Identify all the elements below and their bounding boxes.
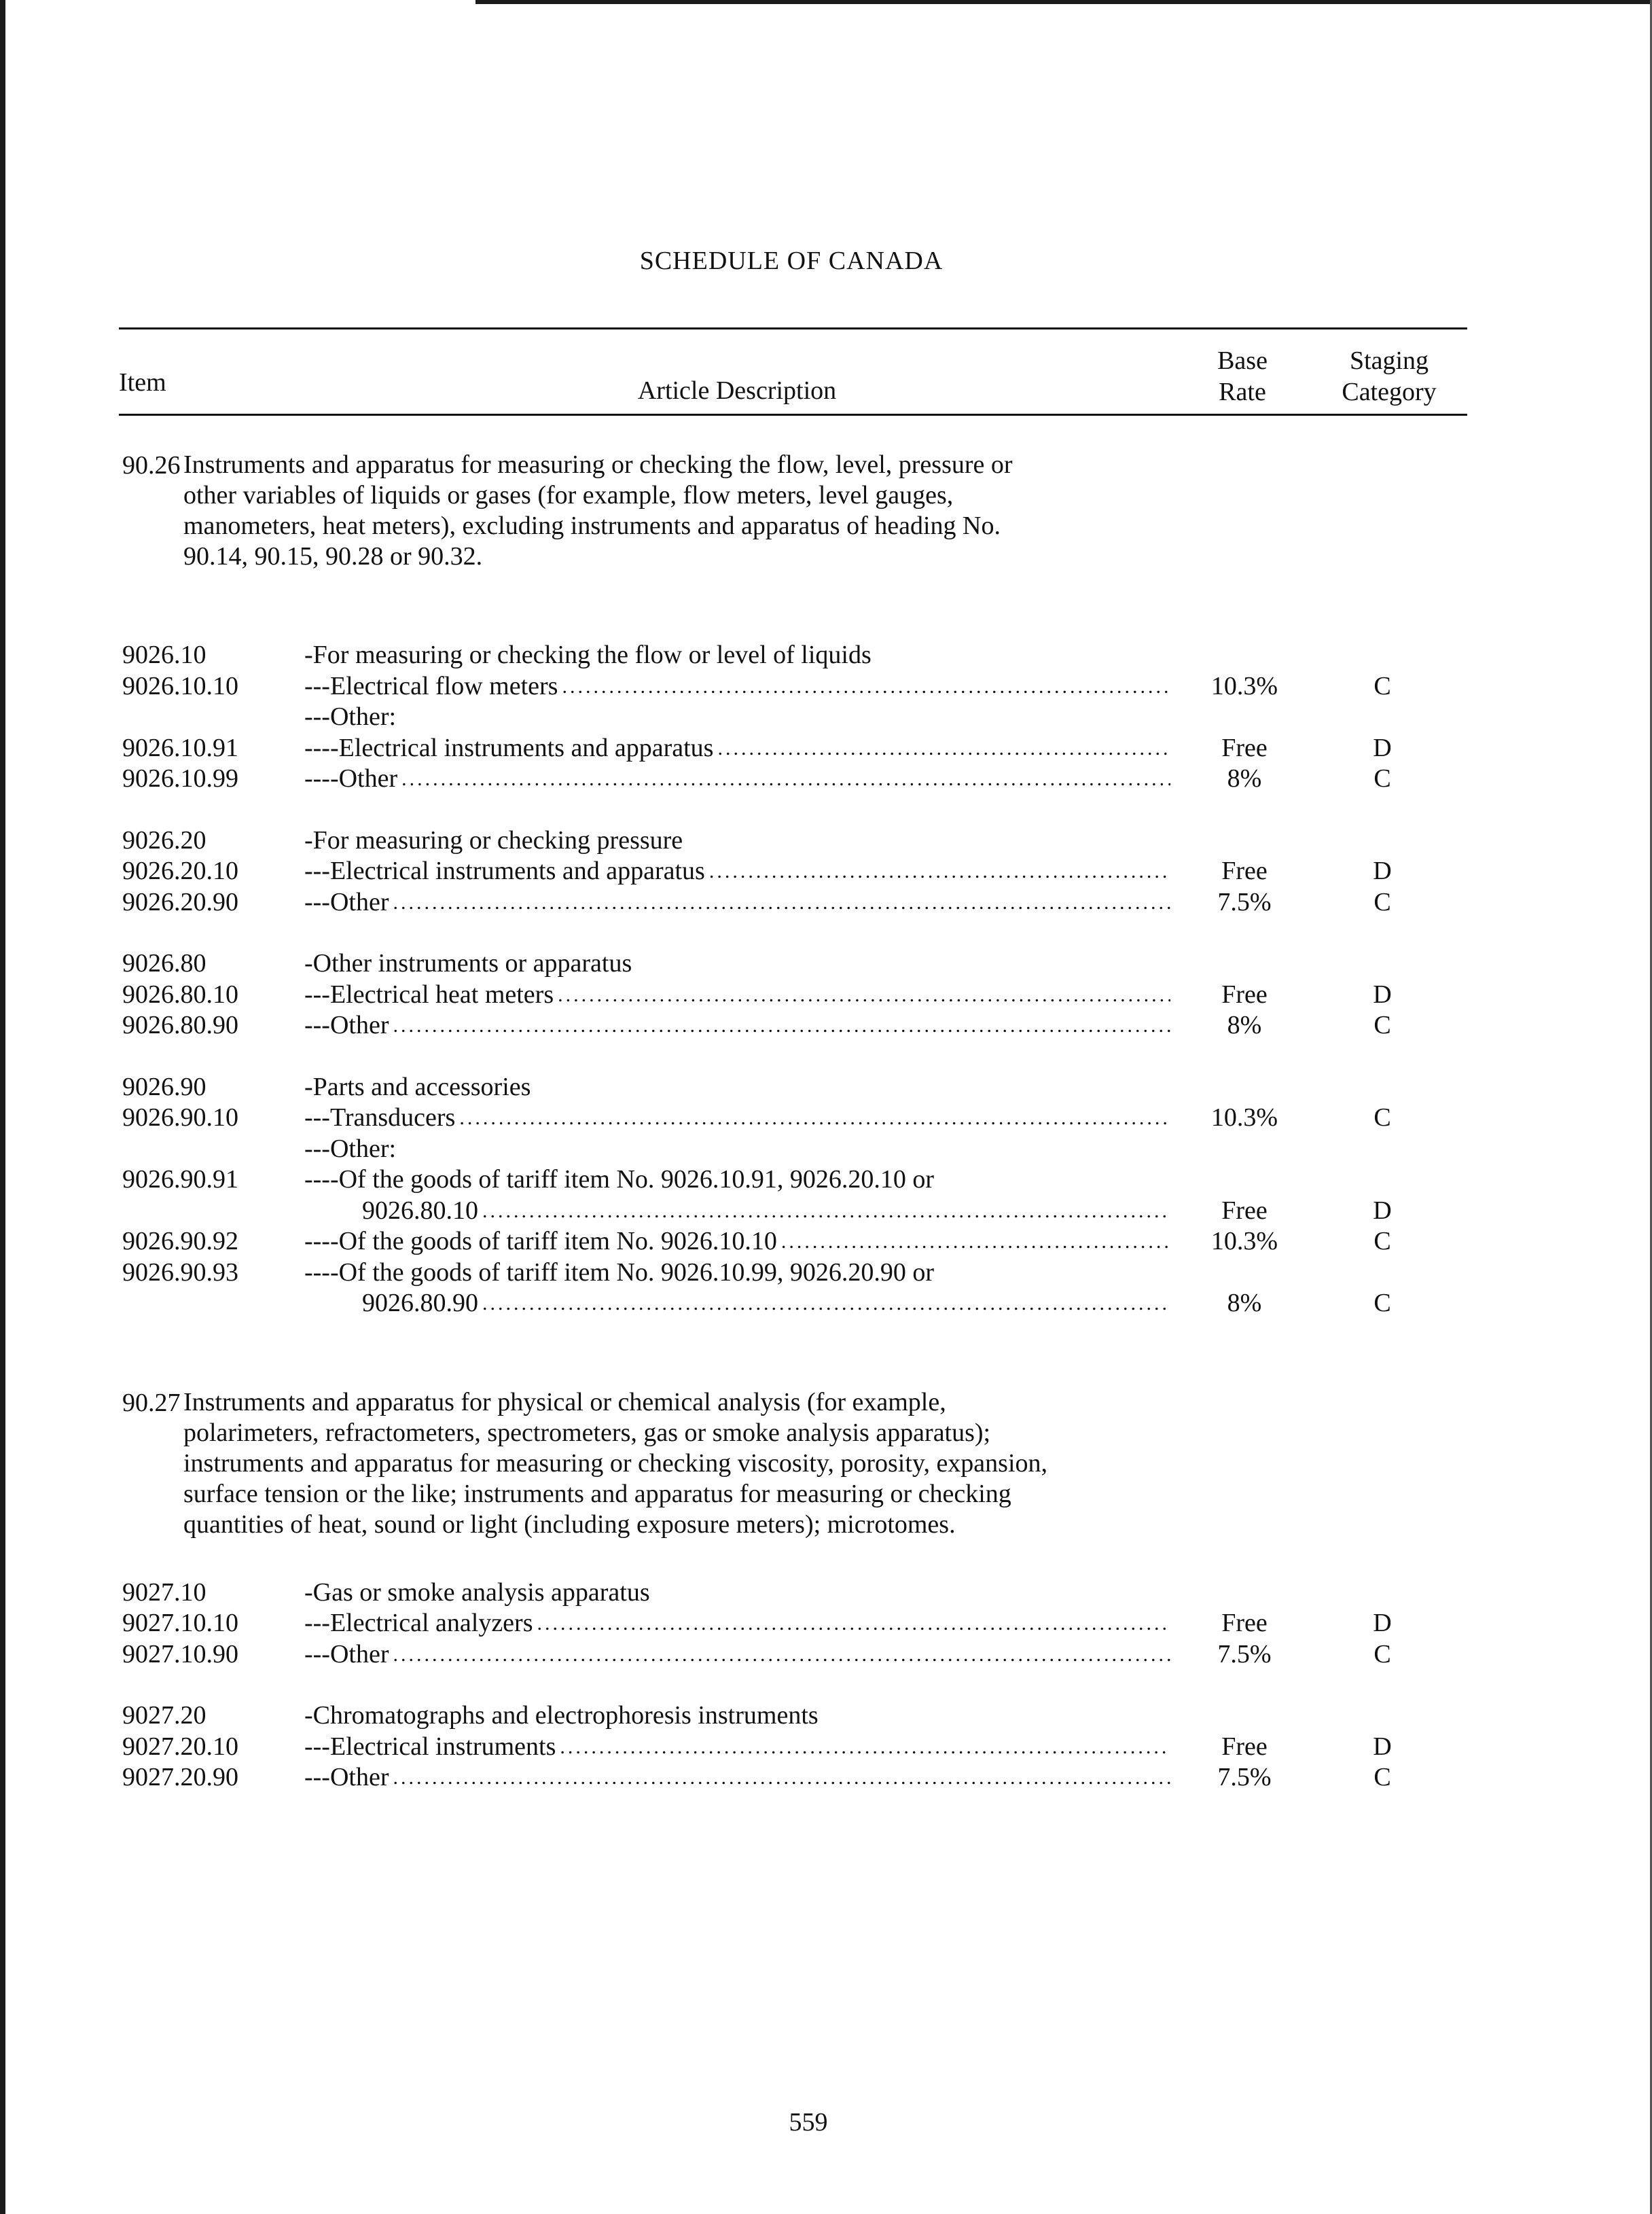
item-code: 9027.10.10 (122, 1609, 238, 1637)
tariff-group (0, 1577, 1652, 1671)
table-row (0, 1577, 1652, 1609)
dot-leader (560, 1732, 1170, 1763)
article-description (304, 671, 1170, 702)
dot-leader (537, 1608, 1171, 1639)
staging-category: C (1373, 887, 1391, 916)
header-base-rate (1201, 345, 1284, 408)
base-rate: Free (1221, 733, 1268, 762)
article-description (304, 948, 1170, 980)
article-description (304, 1577, 1170, 1609)
staging-category: D (1373, 1196, 1392, 1225)
base-rate: Free (1221, 1732, 1268, 1761)
dot-leader (781, 1226, 1170, 1257)
table-row (0, 671, 1652, 702)
item-code: 9027.20.90 (122, 1763, 238, 1791)
base-rate: Free (1221, 1609, 1268, 1637)
description-text: ---Other: (304, 702, 397, 731)
dot-leader (393, 1762, 1170, 1793)
item-code: 9026.20 (122, 825, 206, 855)
item-code: 9026.90.92 (122, 1227, 238, 1255)
description-text: -Gas or smoke analysis apparatus (304, 1577, 650, 1607)
tariff-group (0, 825, 1652, 918)
description-text: ----Electrical instruments and apparatus (304, 733, 714, 762)
table-row (0, 948, 1652, 980)
base-rate: 7.5% (1217, 1639, 1272, 1668)
article-description (304, 1196, 1170, 1227)
description-text: ---Other (304, 887, 389, 916)
base-rate: Free (1221, 1196, 1268, 1225)
header-staging-line1: Staging (1349, 346, 1429, 375)
description-text: ---Electrical heat meters (304, 980, 554, 1009)
article-description (304, 887, 1170, 918)
item-code: 9026.10.10 (122, 671, 238, 700)
description-text: ---Other (304, 1763, 389, 1791)
dot-leader (459, 1103, 1170, 1134)
article-description (304, 1226, 1170, 1257)
staging-category: D (1373, 1732, 1392, 1761)
item-code: 9026.80 (122, 949, 206, 978)
staging-category: C (1373, 1763, 1391, 1791)
table-row (0, 1164, 1652, 1196)
table-row (0, 1072, 1652, 1103)
item-code: 9026.10 (122, 641, 206, 669)
article-description (304, 1103, 1170, 1134)
description-text: ---Other: (304, 1134, 397, 1163)
item-code: 9026.90.91 (122, 1165, 238, 1194)
item-code: 9026.80.10 (122, 980, 238, 1009)
base-rate: 7.5% (1217, 887, 1272, 916)
article-description (304, 764, 1170, 795)
base-rate: 8% (1227, 764, 1262, 793)
dot-leader (401, 764, 1170, 795)
header-staging-category (1321, 345, 1457, 408)
table-row (0, 1762, 1652, 1793)
article-description (304, 1134, 1170, 1165)
item-code: 9027.10 (122, 1577, 206, 1607)
scan-top-border (475, 0, 1652, 4)
tariff-group (0, 948, 1652, 1041)
item-code: 9027.20 (122, 1701, 206, 1730)
description-text: ----Of the goods of tariff item No. 9026.10.99, 9026.20.90 or (304, 1257, 934, 1287)
staging-category: C (1373, 1639, 1391, 1668)
table-row (0, 1700, 1652, 1732)
item-code: 9026.90.93 (122, 1257, 238, 1287)
description-text: ---Other (304, 1639, 389, 1668)
table-row (0, 1226, 1652, 1257)
dot-leader (482, 1288, 1170, 1319)
tariff-group (0, 1072, 1652, 1319)
article-description (304, 825, 1170, 857)
dot-leader (562, 671, 1170, 702)
page-title: SCHEDULE OF CANADA (639, 247, 944, 275)
dot-leader (393, 887, 1170, 918)
item-code: 9026.10.91 (122, 733, 238, 762)
staging-category: C (1373, 1289, 1391, 1317)
article-description (304, 1639, 1170, 1671)
base-rate: 8% (1227, 1289, 1262, 1317)
article-description (304, 1762, 1170, 1793)
description-text: -Chromatographs and electrophoresis instruments (304, 1701, 819, 1730)
staging-category: C (1373, 1011, 1391, 1039)
table-row (0, 702, 1652, 733)
tariff-groups-9027 (0, 1577, 1652, 1793)
base-rate: 7.5% (1217, 1763, 1272, 1791)
description-text: -Parts and accessories (304, 1072, 531, 1101)
article-description (304, 1010, 1170, 1041)
description-text: -For measuring or checking the flow or level of liquids (304, 641, 872, 669)
dot-leader (709, 856, 1170, 887)
description-text: ----Of the goods of tariff item No. 9026.10.10 (304, 1227, 777, 1255)
table-header-rule (119, 414, 1467, 416)
item-code: 9026.90.10 (122, 1103, 238, 1132)
article-description (304, 980, 1170, 1011)
page-number: 559 (789, 2108, 828, 2137)
staging-category: D (1373, 733, 1392, 762)
table-row (0, 640, 1652, 671)
article-description (304, 1288, 1170, 1319)
article-description (304, 640, 1170, 671)
heading-text: Instruments and apparatus for physical or chemical analysis (for example, polarimeters, refractometers, spectrometers, gas or smoke analysis apparatus); instruments and apparatus for measuring or checking viscosity, porosity, expansion, surface tension or the like; instruments and apparatus for measuring or checking quantities of heat, sound or light (including exposure meters); microtomes. (183, 1387, 1048, 1539)
description-text: ---Transducers (304, 1103, 456, 1132)
heading-code: 90.26 (122, 451, 181, 480)
table-top-rule (119, 327, 1467, 329)
article-description (304, 1164, 1170, 1196)
base-rate: Free (1221, 980, 1268, 1009)
table-row (0, 1288, 1652, 1319)
article-description (304, 1608, 1170, 1639)
item-code: 9026.10.99 (122, 764, 238, 793)
description-text: ---Electrical analyzers (304, 1609, 533, 1637)
table-row (0, 1639, 1652, 1671)
article-description (304, 1732, 1170, 1763)
table-row (0, 764, 1652, 795)
header-staging-line2: Category (1342, 378, 1437, 406)
dot-leader (717, 733, 1170, 764)
description-text: ---Electrical instruments and apparatus (304, 857, 705, 885)
table-row (0, 1103, 1652, 1134)
table-row (0, 1196, 1652, 1227)
article-description (304, 856, 1170, 887)
dot-leader (393, 1010, 1170, 1041)
heading-90-26 (0, 450, 1652, 572)
base-rate: 10.3% (1210, 1227, 1278, 1255)
header-base-rate-line2: Rate (1219, 378, 1266, 406)
tariff-group (0, 640, 1652, 795)
table-row (0, 1732, 1652, 1763)
heading-code: 90.27 (122, 1388, 181, 1417)
item-code: 9026.20.90 (122, 887, 238, 916)
staging-category: D (1373, 980, 1392, 1009)
item-code: 9027.20.10 (122, 1732, 238, 1761)
header-item: Item (119, 368, 166, 397)
heading-90-27 (0, 1387, 1652, 1540)
article-description (304, 1072, 1170, 1103)
dot-leader (558, 980, 1170, 1011)
item-code: 9027.10.90 (122, 1639, 238, 1668)
staging-category: C (1373, 764, 1391, 793)
base-rate: 8% (1227, 1011, 1262, 1039)
staging-category: D (1373, 1609, 1392, 1637)
item-code: 9026.20.10 (122, 857, 238, 885)
description-text: 9026.80.10 (362, 1196, 478, 1225)
description-text: 9026.80.90 (362, 1289, 478, 1317)
description-text: ---Electrical flow meters (304, 671, 558, 700)
table-row (0, 1010, 1652, 1041)
staging-category: D (1373, 857, 1392, 885)
article-description (304, 702, 1170, 733)
description-text: ---Electrical instruments (304, 1732, 556, 1761)
header-article-description: Article Description (637, 376, 837, 405)
item-code: 9026.80.90 (122, 1011, 238, 1039)
dot-leader (393, 1639, 1170, 1671)
article-description (304, 1700, 1170, 1732)
table-row (0, 825, 1652, 857)
description-text: -For measuring or checking pressure (304, 825, 683, 855)
description-text: ----Of the goods of tariff item No. 9026.10.91, 9026.20.10 or (304, 1165, 934, 1194)
header-base-rate-line1: Base (1217, 346, 1268, 375)
description-text: ----Other (304, 764, 398, 793)
base-rate: 10.3% (1210, 1103, 1278, 1132)
staging-category: C (1373, 1103, 1391, 1132)
tariff-group (0, 1700, 1652, 1793)
base-rate: Free (1221, 857, 1268, 885)
description-text: ---Other (304, 1011, 389, 1039)
table-row (0, 1257, 1652, 1289)
table-row (0, 1608, 1652, 1639)
table-row (0, 733, 1652, 764)
tariff-groups-9026 (0, 640, 1652, 1319)
table-row (0, 1134, 1652, 1165)
table-row (0, 980, 1652, 1011)
tariff-table (0, 450, 1652, 1824)
item-code: 9026.90 (122, 1072, 206, 1101)
heading-text: Instruments and apparatus for measuring or checking the flow, level, pressure or other variables of liquids or gases (for example, flow meters, level gauges, manometers, heat meters), excluding instruments and apparatus of heading No. 90.14, 90.15, 90.28 or 90.32. (183, 450, 1013, 571)
staging-category: C (1373, 1227, 1391, 1255)
base-rate: 10.3% (1210, 671, 1278, 700)
table-row (0, 887, 1652, 918)
staging-category: C (1373, 671, 1391, 700)
article-description (304, 733, 1170, 764)
article-description (304, 1257, 1170, 1289)
description-text: -Other instruments or apparatus (304, 949, 632, 978)
table-row (0, 856, 1652, 887)
dot-leader (482, 1196, 1170, 1227)
